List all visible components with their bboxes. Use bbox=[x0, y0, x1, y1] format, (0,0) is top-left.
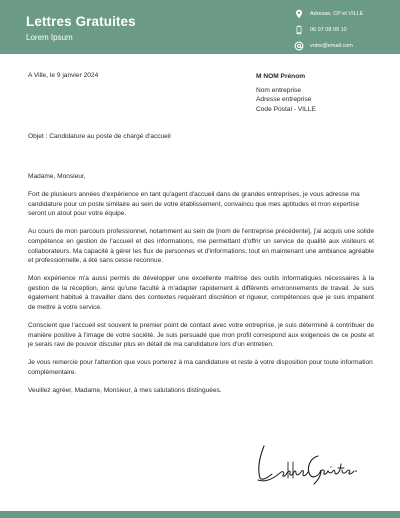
sender-subtitle: Lorem Ipsum bbox=[26, 33, 73, 42]
recipient-block bbox=[256, 72, 316, 114]
recipient-name: M NOM Prénom bbox=[256, 73, 306, 80]
footer-bar bbox=[0, 511, 400, 518]
contact-email bbox=[294, 38, 398, 54]
phone-icon bbox=[294, 25, 304, 35]
paragraph-experience: Au cours de mon parcours professionnel, notamment au sein de [nom de l'entreprise précédente], j'ai acquis une solide compétence en gestion de l'accueil et des informations, me permettant d'offrir un service de qualité aux visiteurs et collaborateurs. Ma capacité à gérer les flux de personnes et d'informations, tout en maintenant une ambiance agréable et professionnelle, a été sans cesse reconnue. bbox=[28, 228, 374, 265]
location-pin-icon bbox=[294, 9, 304, 19]
paragraph-intro: Fort de plusieurs années d'expérience en tant qu'agent d'accueil dans de grandes entreprises, je vous adresse ma candidature pour un poste similaire au sein de votre établissement, convaincu que mes aptitudes et mon expertise seront un atout pour votre équipe. bbox=[28, 191, 360, 218]
salutation: Madame, Monsieur, bbox=[28, 173, 86, 180]
paragraph-skills: Mon expérience m'a aussi permis de développer une excellente maîtrise des outils informatiques nécessaires à la gestion de la réception, ainsi qu'une faculté à m'adapter rapidement à différents environnements de travail. Je suis également habitué à travailler dans des contextes requérant discrétion et rigueur, compétences que je suis impatient de mettre à votre service. bbox=[28, 275, 374, 312]
contact-email-text: votre@email.com bbox=[310, 43, 353, 49]
contact-address bbox=[294, 6, 398, 22]
contact-block bbox=[294, 6, 398, 54]
paragraph-thanks: Je vous remercie pour l'attention que vous porterez à ma candidature et reste à votre disposition pour toute information complémentaire. bbox=[28, 359, 373, 376]
handwritten-signature bbox=[252, 440, 362, 488]
paragraph-motivation: Conscient que l'accueil est souvent le premier point de contact avec votre entreprise, je suis déterminé à contribuer de manière positive à l'image de votre société. Je suis persuadé que mon profil correspond aux exigences de ce poste et je serais ravi de pouvoir discuter plus en détail de ma candidature lors d'un entretien. bbox=[28, 322, 374, 349]
recipient-postal: Code Postal - VILLE bbox=[256, 105, 316, 113]
contact-phone-text: 06 07 08 09 10 bbox=[310, 27, 347, 33]
sender-name: Lettres Gratuites bbox=[26, 14, 136, 29]
contact-address-text: Adresse, CP et VILLE bbox=[310, 11, 364, 17]
letter-object: Objet : Candidature au poste de chargé d'accueil bbox=[28, 133, 171, 140]
place-date: A Ville, le 9 janvier 2024 bbox=[28, 72, 99, 79]
contact-phone bbox=[294, 22, 398, 38]
closing-formula: Veuillez agréer, Madame, Monsieur, à mes salutations distinguées. bbox=[28, 387, 222, 395]
at-sign-icon bbox=[294, 41, 304, 51]
letter-header bbox=[0, 0, 400, 54]
recipient-address: Adresse entreprise bbox=[256, 96, 312, 104]
letter-body bbox=[28, 172, 374, 404]
recipient-company: Nom entreprise bbox=[256, 86, 302, 94]
